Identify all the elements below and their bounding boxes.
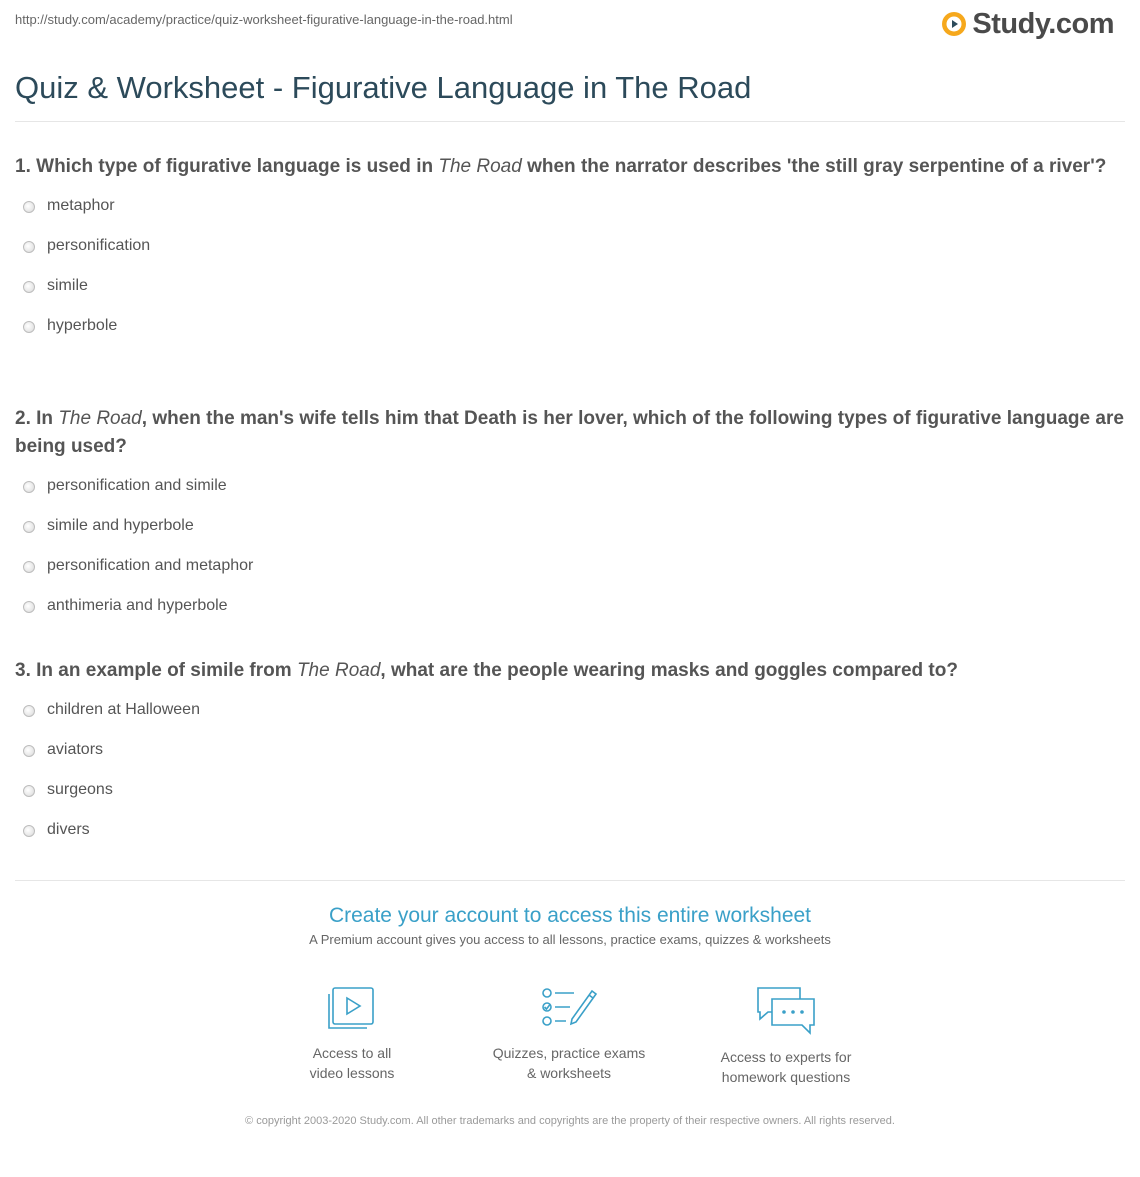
quiz-checklist-icon xyxy=(540,985,598,1031)
play-circle-icon xyxy=(941,11,967,37)
title-divider xyxy=(15,121,1125,122)
radio-button[interactable] xyxy=(23,745,35,757)
cta-title-link[interactable]: Create your account to access this entire worksheet xyxy=(328,904,812,927)
answer-options xyxy=(15,469,1130,629)
radio-button[interactable] xyxy=(23,521,35,533)
answer-option[interactable] xyxy=(15,589,1130,629)
premium-cta xyxy=(0,902,1140,947)
radio-button[interactable] xyxy=(23,825,35,837)
option-label: aviators xyxy=(47,741,104,758)
answer-options xyxy=(15,189,1130,349)
question-2 xyxy=(15,405,1130,629)
option-label: personification and metaphor xyxy=(47,557,254,574)
radio-button[interactable] xyxy=(23,201,35,213)
radio-button[interactable] xyxy=(23,481,35,493)
feature-experts xyxy=(686,985,886,1087)
option-label: simile and hyperbole xyxy=(47,517,194,534)
feature-video-lessons xyxy=(252,985,452,1083)
question-text: 1. Which type of figurative language is used in The Road when the narrator describes 'the still gray serpentine of a river'? xyxy=(15,156,1107,177)
answer-option[interactable] xyxy=(15,813,1130,853)
option-label: anthimeria and hyperbole xyxy=(47,597,228,614)
feature-label: Quizzes, practice exams & worksheets xyxy=(492,1045,646,1081)
cta-subtitle: A Premium account gives you access to all lessons, practice exams, quizzes & worksheets xyxy=(309,932,831,947)
answer-option[interactable] xyxy=(15,773,1130,813)
answer-option[interactable] xyxy=(15,469,1130,509)
feature-label: Access to experts for homework questions xyxy=(720,1049,852,1085)
study-logo[interactable] xyxy=(941,8,1114,40)
option-label: divers xyxy=(47,821,90,838)
option-label: personification and simile xyxy=(47,477,227,494)
answer-options xyxy=(15,693,1130,853)
answer-option[interactable] xyxy=(15,309,1130,349)
answer-option[interactable] xyxy=(15,733,1130,773)
option-label: personification xyxy=(47,237,151,254)
answer-option[interactable] xyxy=(15,693,1130,733)
feature-label: Access to all video lessons xyxy=(309,1045,395,1081)
radio-button[interactable] xyxy=(23,705,35,717)
answer-option[interactable] xyxy=(15,229,1130,269)
radio-button[interactable] xyxy=(23,321,35,333)
page-title: Quiz & Worksheet - Figurative Language in The Road xyxy=(15,70,752,105)
copyright-notice: © copyright 2003-2020 Study.com. All other trademarks and copyrights are the property of their respective owners. All rights reserved. xyxy=(245,1115,895,1127)
answer-option[interactable] xyxy=(15,269,1130,309)
radio-button[interactable] xyxy=(23,561,35,573)
answer-option[interactable] xyxy=(15,189,1130,229)
section-divider xyxy=(15,880,1125,881)
question-3 xyxy=(15,657,1130,853)
option-label: simile xyxy=(47,277,88,294)
chat-bubbles-icon xyxy=(754,985,818,1035)
option-label: hyperbole xyxy=(47,317,118,334)
radio-button[interactable] xyxy=(23,601,35,613)
answer-option[interactable] xyxy=(15,549,1130,589)
radio-button[interactable] xyxy=(23,281,35,293)
option-label: metaphor xyxy=(47,197,115,214)
radio-button[interactable] xyxy=(23,241,35,253)
answer-option[interactable] xyxy=(15,509,1130,549)
option-label: surgeons xyxy=(47,781,113,798)
logo-text: Study.com xyxy=(972,8,1114,40)
option-label: children at Halloween xyxy=(47,701,200,718)
feature-quizzes xyxy=(469,985,669,1083)
question-text: 3. In an example of simile from The Road, what are the people wearing masks and goggles compared to? xyxy=(15,660,958,681)
question-1 xyxy=(15,153,1130,349)
video-lesson-icon xyxy=(326,985,378,1031)
question-text: 2. In The Road, when the man's wife tells him that Death is her lover, which of the following types of figurative language are being used? xyxy=(15,408,1124,457)
page-url: http://study.com/academy/practice/quiz-worksheet-figurative-language-in-the-road.html xyxy=(15,12,513,27)
radio-button[interactable] xyxy=(23,785,35,797)
